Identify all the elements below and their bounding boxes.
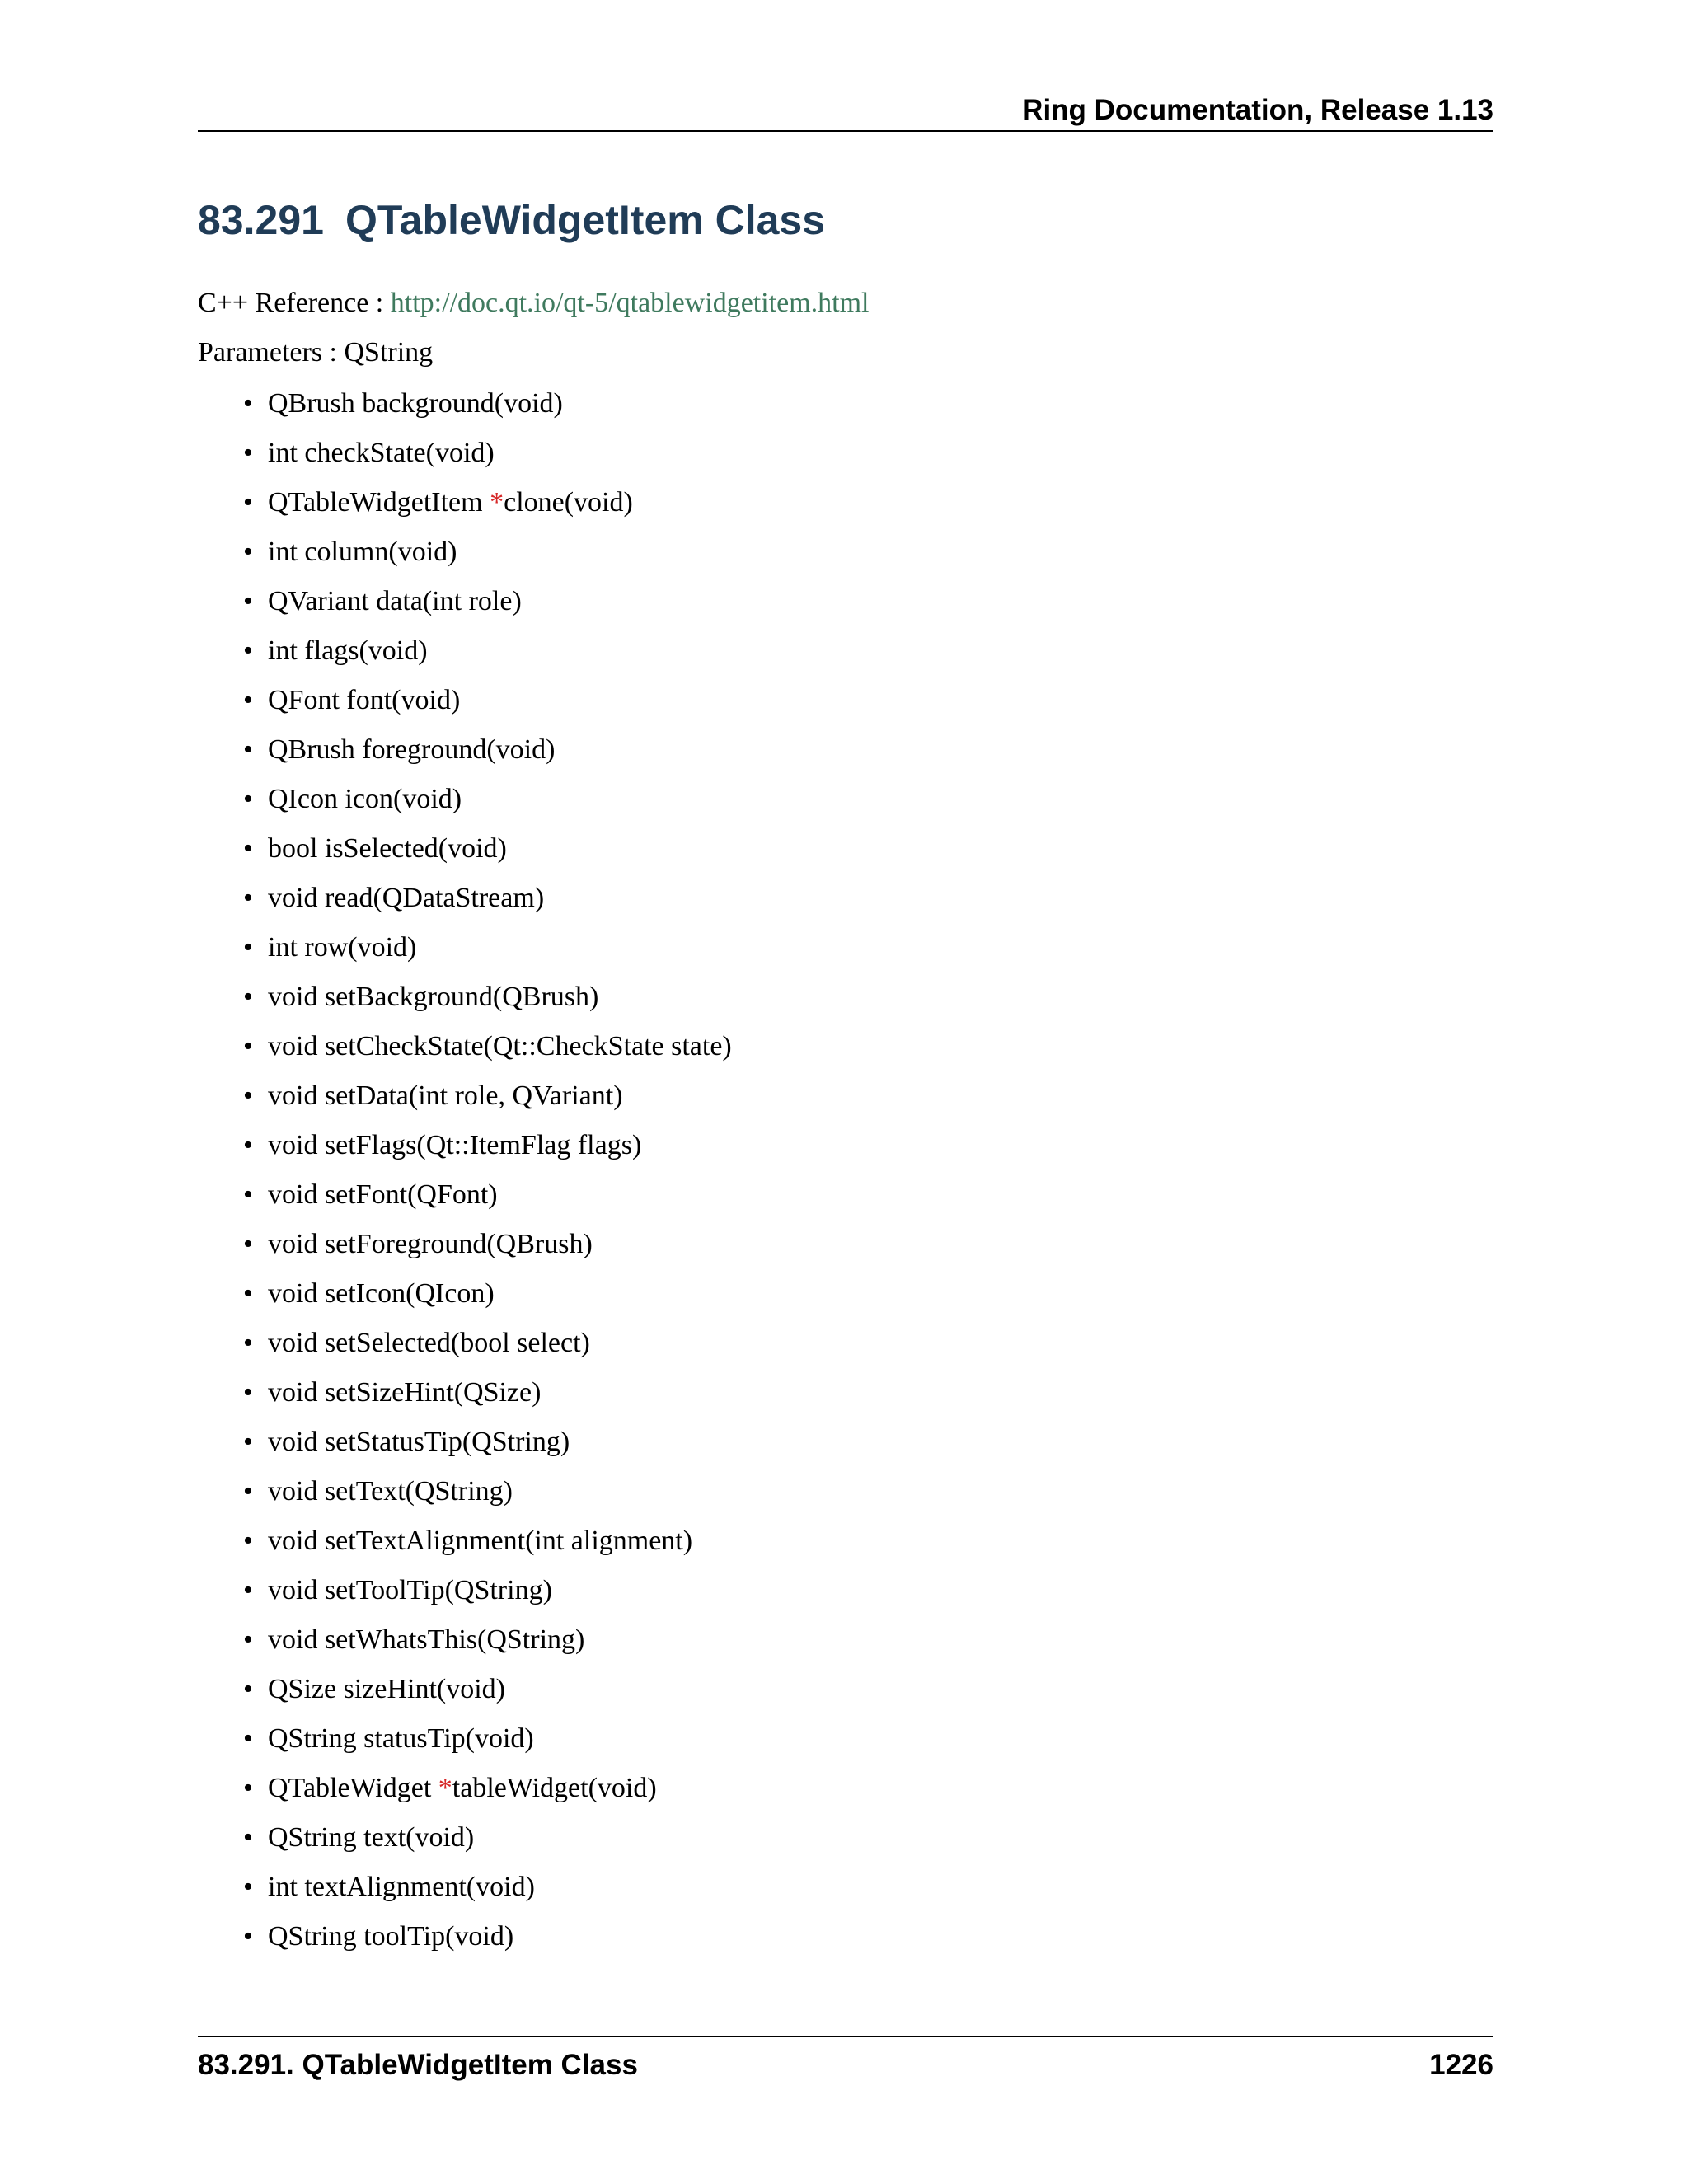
method-signature: void read(QDataStream) [268, 883, 545, 913]
method-item [0, 1127, 732, 1177]
bullet-icon: • [243, 537, 253, 567]
method-item [0, 583, 732, 633]
bullet-icon: • [243, 1031, 253, 1062]
bullet-icon: • [243, 1624, 253, 1655]
bullet-icon: • [243, 932, 253, 963]
bullet-icon: • [243, 734, 253, 765]
bullet-icon: • [243, 1822, 253, 1853]
method-signature: void setToolTip(QString) [268, 1575, 552, 1605]
bullet-icon: • [243, 1179, 253, 1210]
method-signature: QBrush background(void) [268, 388, 563, 419]
method-item [0, 1474, 732, 1523]
bullet-icon: • [243, 1080, 253, 1111]
method-signature: QString text(void) [268, 1822, 475, 1853]
method-item [0, 732, 732, 781]
method-item [0, 979, 732, 1029]
method-item [0, 1919, 732, 1968]
bullet-icon: • [243, 1526, 253, 1556]
pointer-star: * [438, 1773, 452, 1803]
method-signature: QVariant data(int role) [268, 586, 522, 616]
method-item [0, 1820, 732, 1869]
bullet-icon: • [243, 1278, 253, 1309]
bullet-icon: • [243, 1674, 253, 1704]
method-signature: QString toolTip(void) [268, 1921, 514, 1952]
method-list [0, 386, 732, 1968]
method-item [0, 1375, 732, 1424]
method-item [0, 1029, 732, 1078]
method-signature: void setWhatsThis(QString) [268, 1624, 585, 1655]
method-signature: void setBackground(QBrush) [268, 982, 599, 1012]
method-signature: void setStatusTip(QString) [268, 1427, 570, 1457]
running-title: Ring Documentation, Release 1.13 [1022, 94, 1493, 126]
method-signature: void setData(int role, QVariant) [268, 1080, 623, 1111]
method-item [0, 1424, 732, 1474]
method-signature: void setTextAlignment(int alignment) [268, 1526, 693, 1556]
bullet-icon: • [243, 784, 253, 814]
method-item [0, 485, 732, 534]
bullet-icon: • [243, 487, 253, 518]
bullet-icon: • [243, 982, 253, 1012]
bullet-icon: • [243, 1723, 253, 1754]
bullet-icon: • [243, 1377, 253, 1408]
method-signature-rest: clone(void) [504, 487, 633, 518]
method-signature: int flags(void) [268, 635, 428, 666]
method-signature: QString statusTip(void) [268, 1723, 534, 1754]
section-number: 83.291 [198, 197, 324, 243]
method-signature-rest: tableWidget(void) [452, 1773, 657, 1803]
method-item [0, 1325, 732, 1375]
section-title-text: QTableWidgetItem Class [345, 197, 826, 243]
bullet-icon: • [243, 438, 253, 468]
method-item [0, 880, 732, 930]
method-item [0, 1869, 732, 1919]
method-signature: bool isSelected(void) [268, 833, 507, 864]
bullet-icon: • [243, 1773, 253, 1803]
method-signature: QTableWidgetItem [268, 487, 490, 518]
bullet-icon: • [243, 1130, 253, 1160]
method-signature: int textAlignment(void) [268, 1872, 535, 1902]
method-item [0, 1276, 732, 1325]
method-signature: QIcon icon(void) [268, 784, 462, 814]
method-signature: void setCheckState(Qt::CheckState state) [268, 1031, 732, 1062]
method-signature: QSize sizeHint(void) [268, 1674, 505, 1704]
method-signature: void setIcon(QIcon) [268, 1278, 495, 1309]
method-signature: void setFont(QFont) [268, 1179, 498, 1210]
bullet-icon: • [243, 388, 253, 419]
method-item [0, 1523, 732, 1572]
bullet-icon: • [243, 685, 253, 715]
method-item [0, 534, 732, 583]
method-item [0, 1721, 732, 1770]
bullet-icon: • [243, 883, 253, 913]
method-signature: void setFlags(Qt::ItemFlag flags) [268, 1130, 642, 1160]
bullet-icon: • [243, 1328, 253, 1358]
method-item [0, 682, 732, 732]
method-signature: void setForeground(QBrush) [268, 1229, 593, 1259]
parameters-line: Parameters : QString [198, 337, 434, 368]
section-title [198, 191, 825, 249]
page-footer [198, 2036, 1493, 2087]
page-header [198, 91, 1493, 132]
method-item [0, 1770, 732, 1820]
method-signature: void setSelected(bool select) [268, 1328, 590, 1358]
method-signature: QFont font(void) [268, 685, 461, 715]
bullet-icon: • [243, 1921, 253, 1952]
method-signature: QBrush foreground(void) [268, 734, 556, 765]
method-item [0, 1177, 732, 1226]
bullet-icon: • [243, 1427, 253, 1457]
method-item [0, 1078, 732, 1127]
pointer-star: * [490, 487, 504, 518]
bullet-icon: • [243, 635, 253, 666]
method-item [0, 386, 732, 435]
bullet-icon: • [243, 1229, 253, 1259]
method-signature: int column(void) [268, 537, 457, 567]
method-item [0, 1671, 732, 1721]
cpp-reference-link[interactable]: http://doc.qt.io/qt-5/qtablewidgetitem.html [390, 288, 870, 318]
method-item [0, 1572, 732, 1622]
bullet-icon: • [243, 1575, 253, 1605]
method-signature: int checkState(void) [268, 438, 495, 468]
footer-section-label: 83.291. QTableWidgetItem Class [198, 2049, 638, 2081]
method-item [0, 781, 732, 831]
bullet-icon: • [243, 1872, 253, 1902]
method-item [0, 1622, 732, 1671]
method-signature: int row(void) [268, 932, 417, 963]
method-item [0, 1226, 732, 1276]
bullet-icon: • [243, 586, 253, 616]
method-signature: void setText(QString) [268, 1476, 513, 1507]
bullet-icon: • [243, 1476, 253, 1507]
method-item [0, 831, 732, 880]
method-signature: void setSizeHint(QSize) [268, 1377, 542, 1408]
method-item [0, 435, 732, 485]
cpp-reference-label: C++ Reference : [198, 288, 391, 318]
cpp-reference [198, 285, 870, 321]
method-signature: QTableWidget [268, 1773, 438, 1803]
page-number: 1226 [1429, 2049, 1493, 2081]
method-item [0, 633, 732, 682]
method-item [0, 930, 732, 979]
bullet-icon: • [243, 833, 253, 864]
